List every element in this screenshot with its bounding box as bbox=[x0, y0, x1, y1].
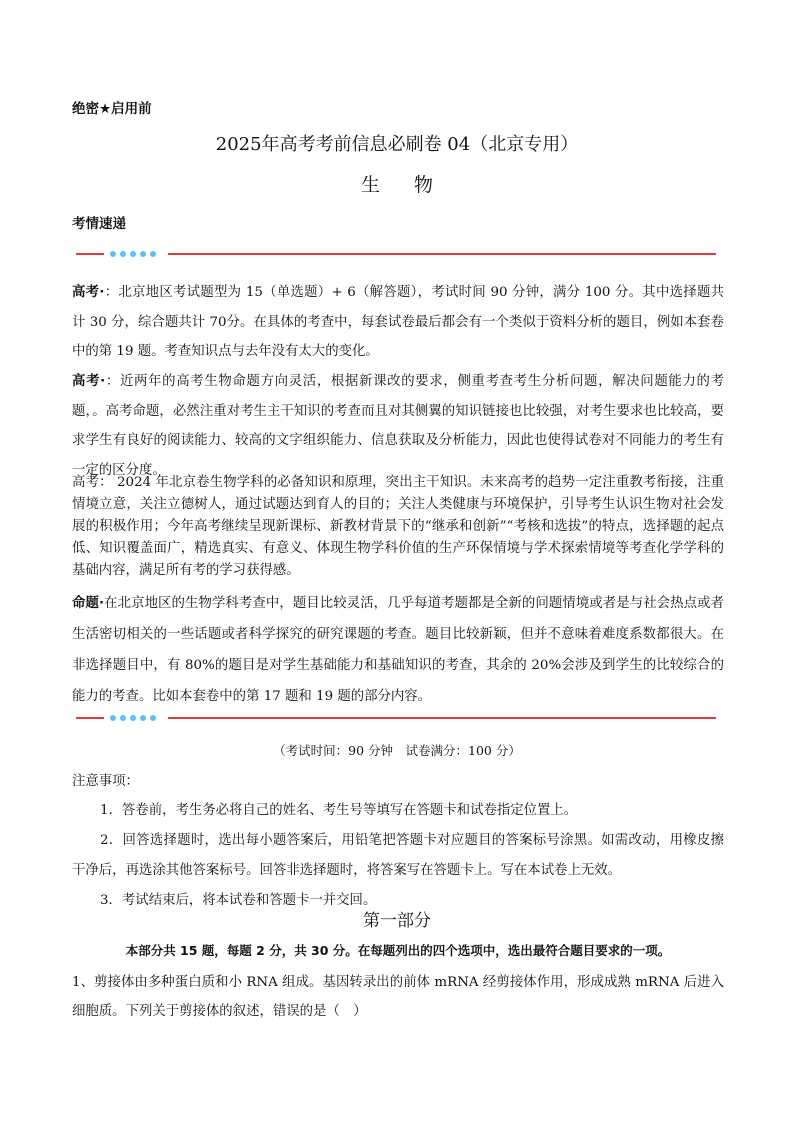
part-title: 第一部分 bbox=[363, 911, 431, 931]
overview-heading: 考情速递 bbox=[72, 216, 126, 232]
divider-dot-icon bbox=[120, 251, 126, 257]
part-description: 本部分共 15 题，每题 2 分，共 30 分。在每题列出的四个选项中，选出最符合题目要求的一项。 bbox=[125, 943, 671, 958]
page-title: 2025年高考考前信息必刷卷 04（北京专用） bbox=[215, 134, 579, 155]
overview-item-2: 高考·：近两年的高考生物命题方向灵活，根据新课改的要求，侧重考查考生分析问题，解决问题能力的考题，。高考命题，必然注重对考生主干知识的考查而且对其侧翼的知识链接也比较强，对考生要求也比较高，要求学生有良好的阅读能力、较高的文字组织能力、信息获取及分析能力，因此也使得试卷对不同能力的考生有一定的区分度。 bbox=[72, 374, 724, 478]
notice-title: 注意事项： bbox=[72, 774, 139, 789]
divider-dot-icon bbox=[150, 251, 156, 257]
confidential-label: 绝密★启用前 bbox=[72, 101, 152, 117]
divider-dot-icon bbox=[130, 715, 136, 721]
divider-dot-icon bbox=[140, 715, 146, 721]
divider-dot-icon bbox=[120, 715, 126, 721]
notice-item: 1．答卷前，考生务必将自己的姓名、考生号等填写在答题卡和试卷指定位置上。 bbox=[100, 803, 578, 818]
divider-dot-icon bbox=[130, 251, 136, 257]
divider-dot-icon bbox=[150, 715, 156, 721]
divider-dot-icon bbox=[110, 715, 116, 721]
overview-item-1: 高考·：北京地区考试题型为 15（单选题）+ 6（解答题），考试时间 90 分钟，满分 100 分。其中选择题共计 30 分，综合题共计 70分。在具体的考查中，每套试卷最后都会有一个类似于资料分析的题目，例如本套卷中的第 19 题。考查知识点与去年没有太大的变化。 bbox=[72, 285, 724, 359]
subject-title: 生 物 bbox=[360, 174, 448, 196]
top-divider bbox=[76, 249, 716, 259]
notice-item: 3．考试结束后，将本试卷和答题卡一并交回。 bbox=[100, 893, 377, 908]
bottom-divider bbox=[76, 713, 716, 723]
exam-time-info: （考试时间：90 分钟 试卷满分：100 分） bbox=[273, 743, 521, 758]
overview-item-4: 命题·在北京地区的生物学科考查中，题目比较灵活，几乎每道考题都是全新的问题情境或者是与社会热点或者生活密切相关的一些话题或者科学探究的研究课题的考查。题目比较新颖，但并不意味着难度系数都很大。在非选择题目中，有 80%的题目是对学生基础能力和基础知识的考查，其余的 20%会涉及到学生的比较综合的能力的考查。比如本套卷中的第 17 题和 19 题的部分内容。 bbox=[72, 596, 724, 704]
overview-item-3: 高考： 2024 年北京卷生物学科的必备知识和原理，突出主干知识。未来高考的趋势一定注重教考衔接，注重情境立意，关注立德树人，通过试题达到育人的目的；关注人类健康与环境保护，引导考生认识生物对社会发展的积极作用；今年高考继续呈现新课标、新教材背景下的“继承和创新”“考核和选拔”的特点，选择题的起点低、知识覆盖面广，精选真实、有意义、体现生物学科价值的生产环保情境与学术探索情境等考查化学学科的基础内容，满足所有考的学习获得感。 bbox=[72, 475, 725, 578]
divider-dot-icon bbox=[140, 251, 146, 257]
notice-list bbox=[72, 796, 724, 916]
divider-dot-icon bbox=[110, 251, 116, 257]
question-text: 1、剪接体由多种蛋白质和小 RNA 组成。基因转录出的前体 mRNA 经剪接体作用，形成成熟 mRNA 后进入细胞质。下列关于剪接体的叙述，错误的是（ ） bbox=[72, 975, 724, 1019]
question-1 bbox=[72, 968, 724, 1026]
notice-item: 2．回答选择题时，选出每小题答案后，用铅笔把答题卡对应题目的答案标号涂黑。如需改动，用橡皮擦干净后，再选涂其他答案标号。回答非选择题时，将答案写在答题卡上。写在本试卷上无效。 bbox=[72, 833, 724, 878]
